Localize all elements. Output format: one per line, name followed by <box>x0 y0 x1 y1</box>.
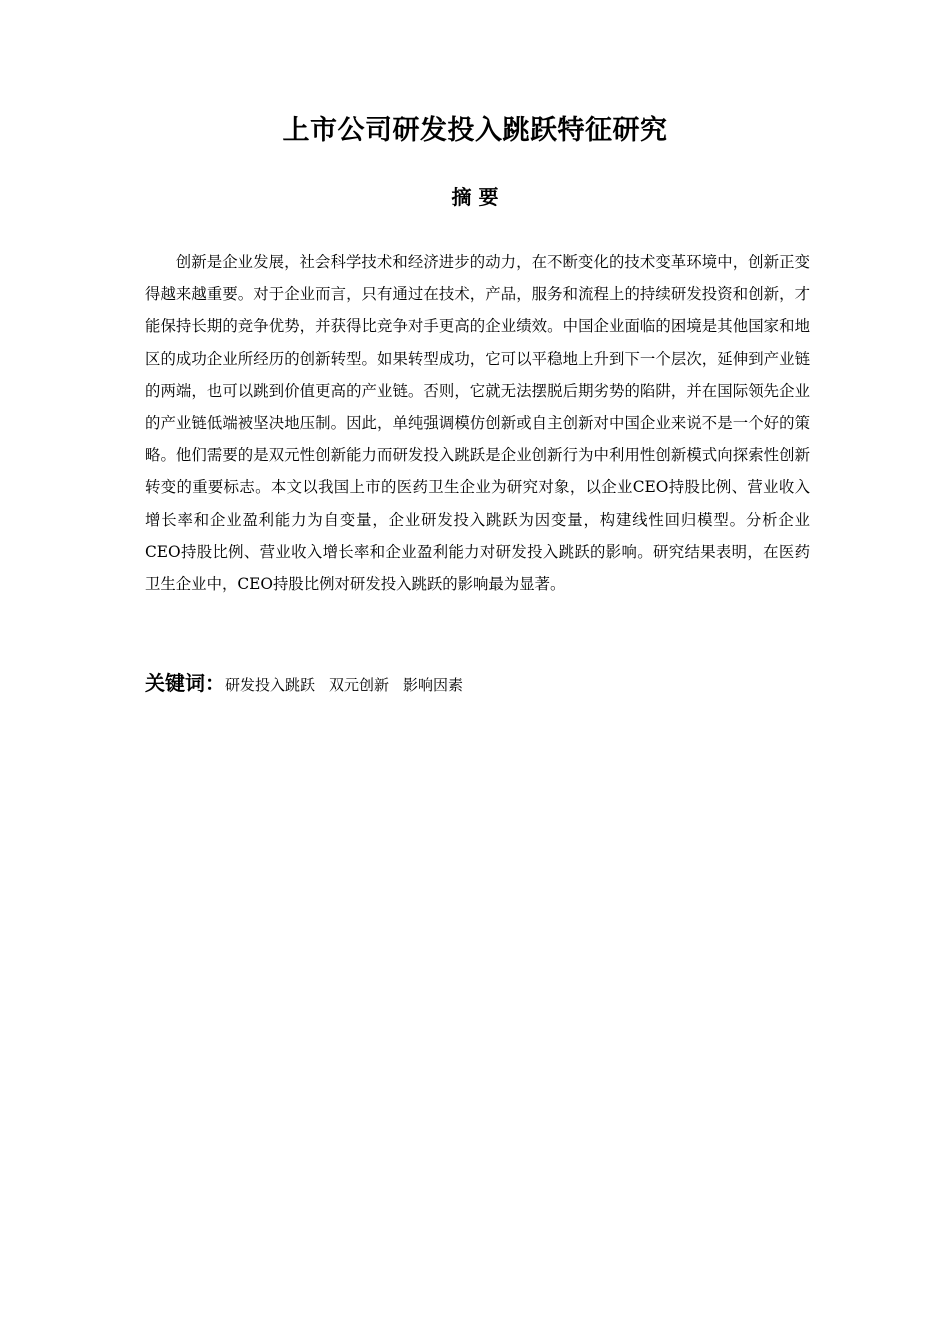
keywords-line <box>145 666 810 702</box>
keyword-item: 影响因素 <box>403 676 464 694</box>
keywords-label: 关键词： <box>145 671 225 695</box>
abstract-body: 创新是企业发展，社会科学技术和经济进步的动力，在不断变化的技术变革环境中，创新正变得越来越重要。对于企业而言，只有通过在技术，产品，服务和流程上的持续研发投资和创新，才能保持长期的竞争优势，并获得比竞争对手更高的企业绩效。中国企业面临的困境是其他国家和地区的成功企业所经历的创新转型。如果转型成功，它可以平稳地上升到下一个层次，延伸到产业链的两端，也可以跳到价值更高的产业链。否则，它就无法摆脱后期劣势的陷阱，并在国际领先企业的产业链低端被坚决地压制。因此，单纯强调模仿创新或自主创新对中国企业来说不是一个好的策略。他们需要的是双元性创新能力而研发投入跳跃是企业创新行为中利用性创新模式向探索性创新转变的重要标志。本文以我国上市的医药卫生企业为研究对象，以企业CEO持股比例、营业收入增长率和企业盈利能力为自变量，企业研发投入跳跃为因变量，构建线性回归模型。分析企业CEO持股比例、营业收入增长率和企业盈利能力对研发投入跳跃的影响。研究结果表明，在医药卫生企业中，CEO持股比例对研发投入跳跃的影响最为显著。 <box>145 253 810 594</box>
keyword-item: 双元创新 <box>329 676 390 694</box>
paper-title: 上市公司研发投入跳跃特征研究 <box>282 115 668 146</box>
keyword-item: 研发投入跳跃 <box>225 676 316 694</box>
abstract-heading: 摘 要 <box>451 185 499 209</box>
